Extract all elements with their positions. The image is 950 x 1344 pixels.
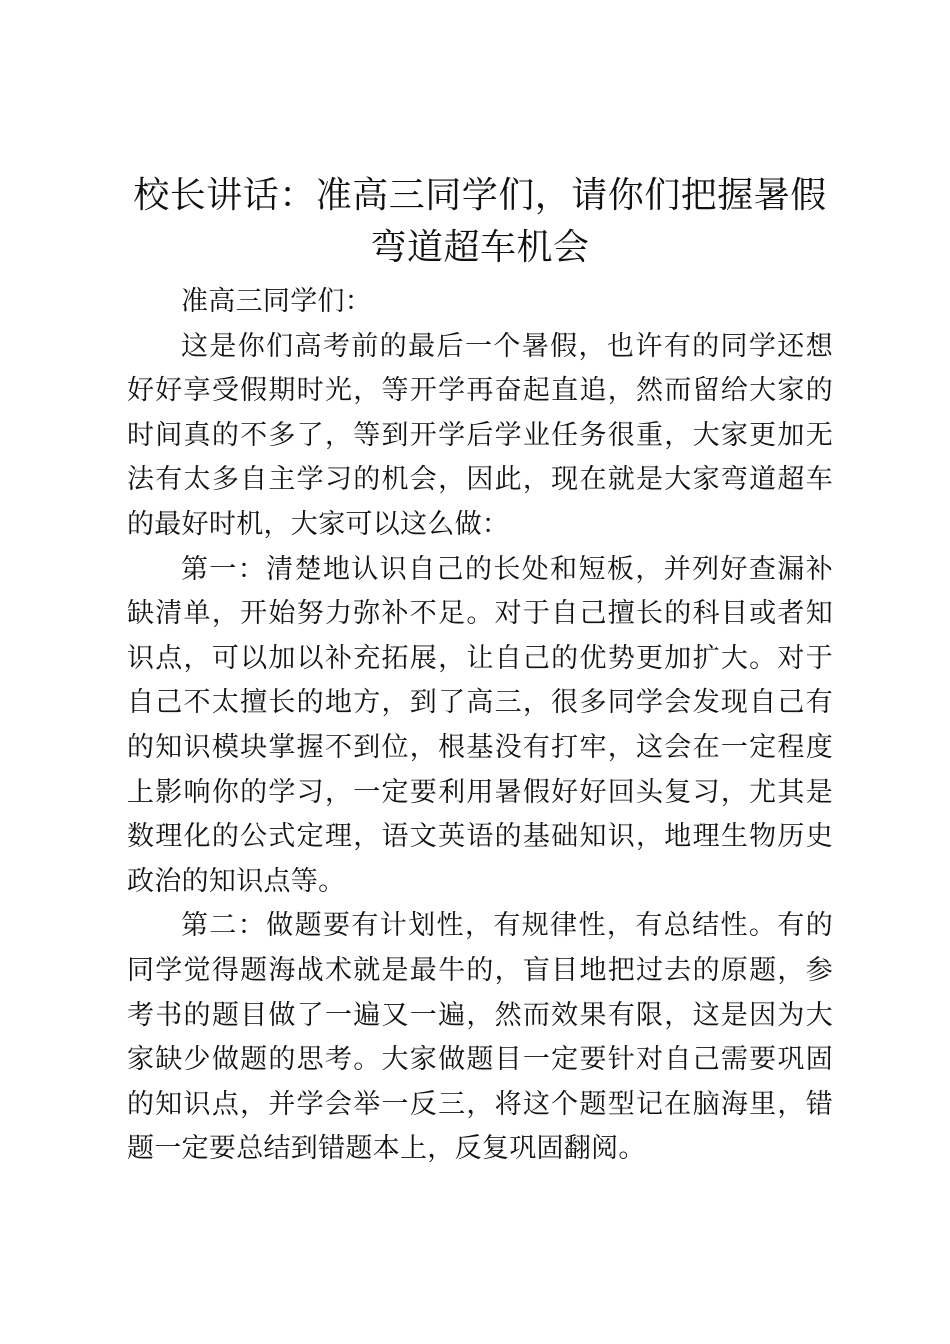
document-title: 校长讲话：准高三同学们，请你们把握暑假弯道超车机会 [133, 175, 827, 268]
salutation: 准高三同学们： [181, 286, 373, 317]
document-body [127, 170, 833, 1172]
paragraph-intro: 这是你们高考前的最后一个暑假，也许有的同学还想好好享受假期时光，等开学再奋起直追，然而留给大家的时间真的不多了，等到开学后学业任务很重，大家更加无法有太多自主学习的机会，因此，现在就是大家弯道超车的最好时机，大家可以这么做： [127, 330, 833, 540]
paragraph-second-point: 第二：做题要有计划性，有规律性，有总结性。有的同学觉得题海战术就是最牛的，盲目地把过去的原题，参考书的题目做了一遍又一遍，然而效果有限，这是因为大家缺少做题的思考。大家做题目一定要针对自己需要巩固的知识点，并学会举一反三，将这个题型记在脑海里，错题一定要总结到错题本上，反复巩固翻阅。 [127, 910, 833, 1165]
paragraph-first-point: 第一：清楚地认识自己的长处和短板，并列好查漏补缺清单，开始努力弥补不足。对于自己擅长的科目或者知识点，可以加以补充拓展，让自己的优势更加扩大。对于自己不太擅长的地方，到了高三，很多同学会发现自己有的知识模块掌握不到位，根基没有打牢，这会在一定程度上影响你的学习，一定要利用暑假好好回头复习，尤其是数理化的公式定理，语文英语的基础知识，地理生物历史政治的知识点等。 [127, 553, 833, 897]
